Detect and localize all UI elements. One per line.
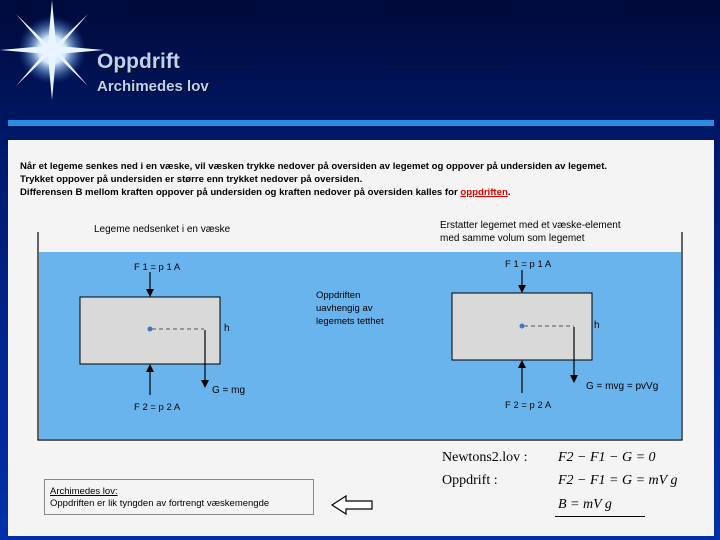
left-f1-label: F 1 = p 1 A	[134, 262, 181, 273]
oppdrift-equation: F2 − F1 = G = mV g	[558, 473, 678, 488]
slide-subtitle: Archimedes lov	[97, 78, 209, 95]
right-centre-dot	[520, 324, 525, 329]
left-h-label: h	[224, 323, 230, 334]
oppdriften-highlight: oppdriften	[460, 187, 508, 198]
newton-equation: F2 − F1 − G = 0	[558, 450, 656, 465]
result-equation: B = mV g	[558, 497, 612, 512]
left-g-label: G = mg	[212, 385, 246, 396]
result-arrow-icon	[332, 496, 372, 514]
intro-line-1: Når et legeme senkes ned i en væske, vil væsken trykke nedover på oversiden av legemet og oppover på undersiden av legemet.	[20, 161, 608, 172]
right-g-label: G = mvg = pvVg	[586, 381, 659, 392]
intro-line-2: Trykket oppover på undersiden er større enn trykket nedover på oversiden.	[20, 174, 363, 185]
middle-note-line-1: Oppdriften	[316, 290, 361, 301]
middle-note-line-3: legemets tetthet	[316, 316, 384, 327]
left-f2-label: F 2 = p 2 A	[134, 402, 181, 413]
slide-title: Oppdrift	[97, 50, 180, 73]
right-diagram-label-line-2: med samme volum som legemet	[440, 233, 585, 244]
right-f1-label: F 1 = p 1 A	[505, 259, 552, 270]
archimedes-note-line-2: Oppdriften er lik tyngden av fortrengt væskemengde	[50, 498, 270, 509]
archimedes-note-box	[44, 479, 314, 515]
middle-note-line-2: uavhengig av	[316, 303, 373, 314]
intro-line-3-suffix: .	[507, 187, 511, 198]
oppdrift-label: Oppdrift :	[442, 473, 498, 488]
result-underline	[555, 516, 645, 517]
right-h-label: h	[594, 320, 600, 331]
newton-label: Newtons2.lov :	[442, 450, 528, 465]
archimedes-note-line-1: Archimedes lov:	[50, 486, 118, 497]
left-centre-dot	[148, 327, 153, 332]
right-diagram-label-line-1: Erstatter legemet med et væske-element	[440, 220, 621, 231]
right-f2-label: F 2 = p 2 A	[505, 400, 552, 411]
intro-line-3-prefix: Differensen B mellom kraften oppover på undersiden og kraften nedover på oversiden kalles for	[20, 187, 461, 198]
left-diagram-label: Legeme nedsenket i en væske	[94, 224, 231, 235]
